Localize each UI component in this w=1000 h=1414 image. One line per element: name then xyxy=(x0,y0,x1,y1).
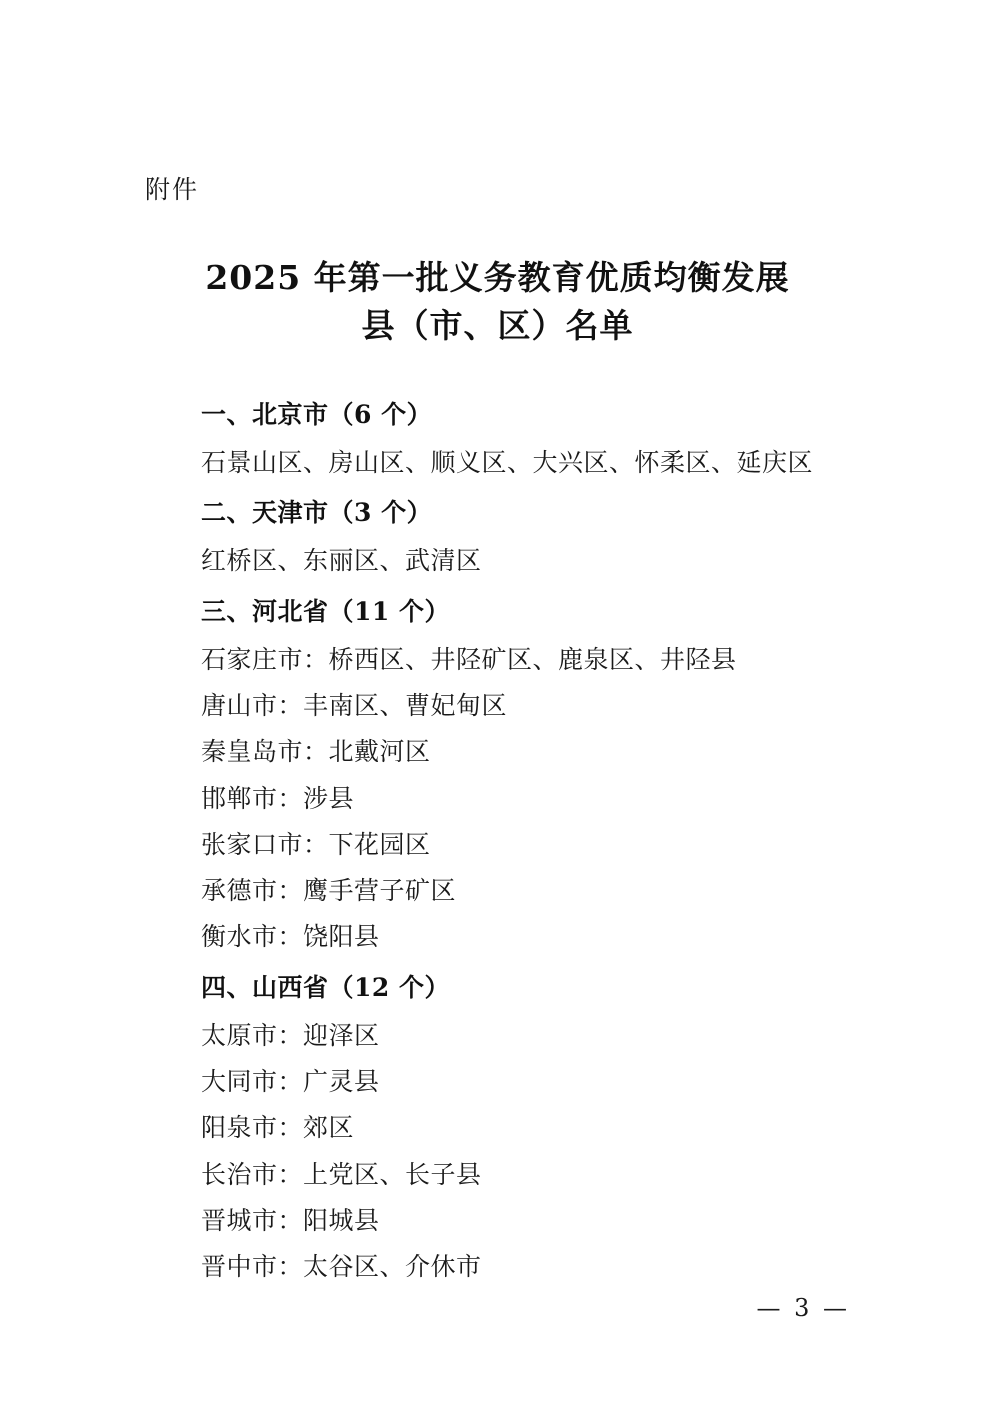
section-heading: 四、山西省（12 个） xyxy=(201,972,450,1002)
page-title-line-1: 2025 年第一批义务教育优质均衡发展 xyxy=(205,258,790,297)
section-entry: 大同市：广灵县 xyxy=(201,1067,380,1097)
page-title xyxy=(145,254,850,350)
section-entry: 石家庄市：桥西区、井陉矿区、鹿泉区、井陉县 xyxy=(201,644,737,674)
section-entry: 承德市：鹰手营子矿区 xyxy=(201,876,457,906)
section-entry: 长治市：上党区、长子县 xyxy=(201,1159,482,1189)
section-entry: 红桥区、东丽区、武清区 xyxy=(201,546,482,576)
attachment-label: 附件 xyxy=(145,175,200,204)
section-entry: 唐山市：丰南区、曹妃甸区 xyxy=(201,691,508,721)
section-entry: 秦皇岛市：北戴河区 xyxy=(201,737,431,767)
section-entry: 晋城市：阳城县 xyxy=(201,1205,380,1235)
section-entry: 衡水市：饶阳县 xyxy=(201,922,380,952)
section-heading: 二、天津市（3 个） xyxy=(201,498,433,528)
section-entry: 邯郸市：涉县 xyxy=(201,783,355,813)
section-entry: 石景山区、房山区、顺义区、大兴区、怀柔区、延庆区 xyxy=(201,447,814,477)
section-entry: 阳泉市：郊区 xyxy=(201,1113,355,1143)
section-entry: 晋中市：太谷区、介休市 xyxy=(201,1252,482,1282)
page-title-line-2: 县（市、区）名单 xyxy=(361,305,634,345)
section-hebei xyxy=(145,589,850,961)
section-heading: 三、河北省（11 个） xyxy=(201,596,450,626)
section-tianjin xyxy=(145,490,850,585)
section-entry: 太原市：迎泽区 xyxy=(201,1020,380,1050)
page-number: — 3 — xyxy=(756,1294,850,1322)
section-heading: 一、北京市（6 个） xyxy=(201,399,433,429)
section-entry: 张家口市：下花园区 xyxy=(201,829,431,859)
section-beijing xyxy=(145,392,850,487)
section-shanxi xyxy=(145,965,850,1291)
